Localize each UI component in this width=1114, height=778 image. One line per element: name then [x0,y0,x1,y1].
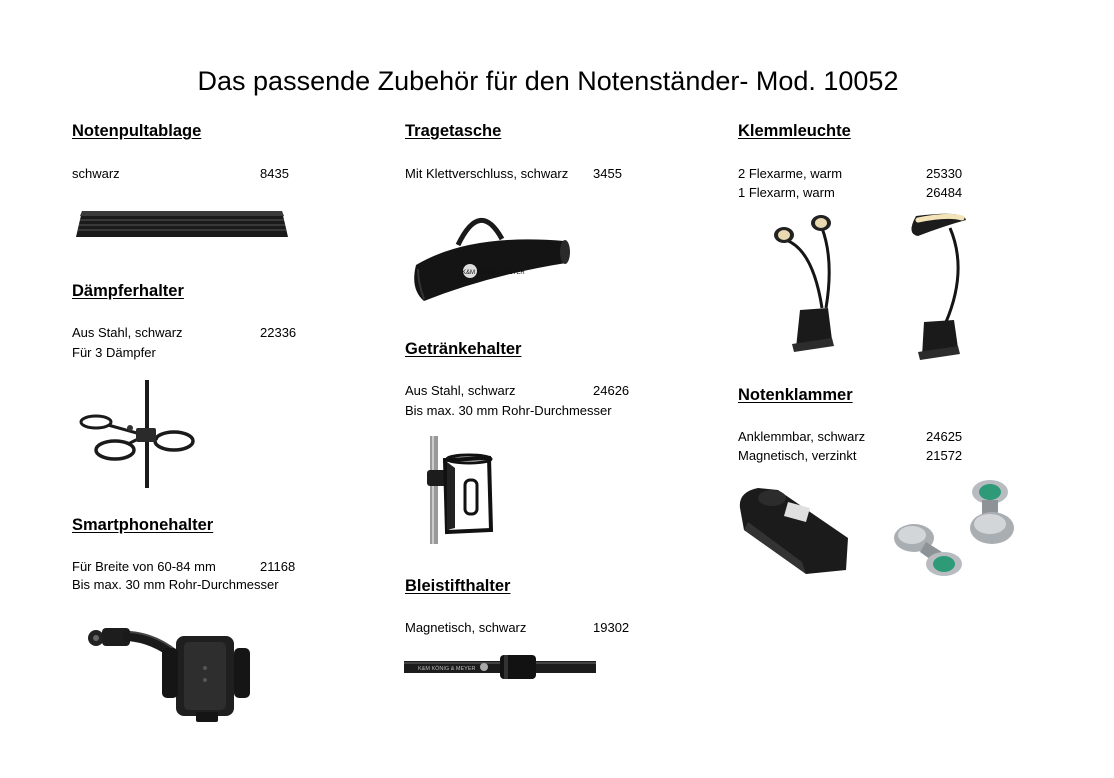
item-text: Bis max. 30 mm Rohr-Durchmesser [72,577,279,592]
item-number: 21168 [260,559,296,574]
item-text: Magnetisch, schwarz [405,620,527,635]
item-text: Aus Stahl, schwarz [405,383,516,398]
drink-holder-image [425,436,500,546]
item-number: 24626 [593,383,630,398]
item-number: 25330 [926,166,963,181]
item-text: 2 Flexarme, warm [738,166,843,181]
item-text: Magnetisch, verzinkt [738,448,857,463]
heading-tragetasche: Tragetasche [405,122,502,140]
item-text: schwarz [72,166,120,181]
heading-klemmleuchte: Klemmleuchte [738,122,851,140]
tube-print-text: K&M KÖNIG & MEYER [418,666,476,672]
carry-bag-image [410,205,572,305]
item-number: 24625 [926,429,963,444]
shelf-tray-image [74,205,290,241]
pencil-holder-image [404,652,598,682]
item-number: 19302 [593,620,630,635]
heading-notenklammer: Notenklammer [738,386,853,404]
clip-light-image [768,210,973,362]
item-number: 8435 [260,166,289,181]
heading-daempferhalter: Dämpferhalter [72,282,184,300]
mute-holder-image [78,380,200,490]
item-number: 3455 [593,166,622,181]
item-text: Bis max. 30 mm Rohr-Durchmesser [405,403,612,418]
heading-bleistifthalter: Bleistifthalter [405,577,511,595]
item-text: Für Breite von 60-84 mm [72,559,216,574]
item-text: 1 Flexarm, warm [738,185,835,200]
item-number: 26484 [926,185,963,200]
heading-notenpultablage: Notenpultablage [72,122,202,140]
bag-logo-text: K&M KÖNIG & MEYER [462,270,525,276]
item-text: Für 3 Dämpfer [72,345,156,360]
page-title: Das passende Zubehör für den Notenständer- Mod. 10052 [197,66,899,96]
item-text: Mit Klettverschluss, schwarz [405,166,569,181]
phone-holder-image [84,608,264,728]
sheet-clip-image [736,478,1018,586]
heading-getraenkehalter: Getränkehalter [405,340,522,358]
heading-smartphonehalter: Smartphonehalter [72,516,214,534]
item-text: Aus Stahl, schwarz [72,325,183,340]
item-number: 22336 [260,325,297,340]
item-number: 21572 [926,448,963,463]
item-text: Anklemmbar, schwarz [738,429,866,444]
